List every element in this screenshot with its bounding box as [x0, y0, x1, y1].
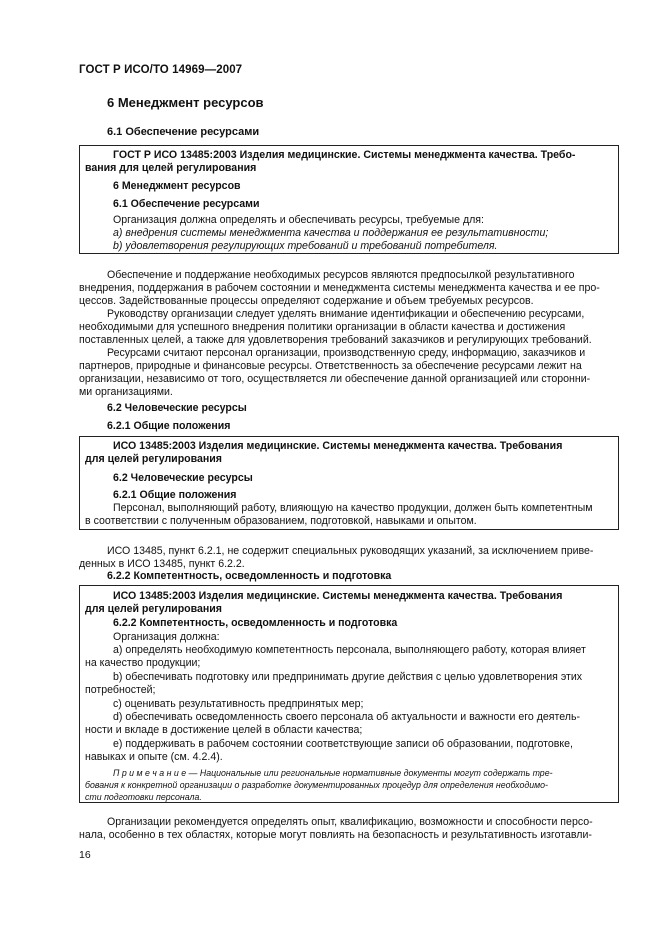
- para1-line2: внедрения, поддержания в рабочем состоянии и менеджмента системы менеджмента качества и ее про-: [79, 282, 600, 294]
- para3-line2: партнеров, природные и финансовые ресурсы. Ответственность за обеспечение ресурсами лежит на: [79, 360, 582, 372]
- box3-item-b-line1: b) обеспечивать подготовку или предпринимать другие действия с целью удовлетворения этих: [113, 671, 583, 683]
- box3-item-a-line2: на качество продукции;: [85, 657, 201, 669]
- box3-item-b-line2: потребностей;: [85, 684, 156, 696]
- para3-line4: ми организациями.: [79, 386, 173, 398]
- box3-note-line2: бования к конкретной организации о разработке документированных процедур для определения необходимо-: [85, 780, 548, 790]
- para4-line2: денных в ИСО 13485, пункт 6.2.2.: [79, 558, 245, 570]
- box2-ref-line1: ИСО 13485:2003 Изделия медицинские. Системы менеджмента качества. Требования: [113, 440, 563, 452]
- box3-item-d-line1: d) обеспечивать осведомленность своего персонала об актуальности и важности его деятель-: [113, 711, 581, 723]
- section-6-title: 6 Менеджмент ресурсов: [107, 95, 264, 110]
- para3-line1: Ресурсами считают персонал организации, производственную среду, информацию, заказчиков и: [107, 347, 586, 359]
- section-6-1-title: 6.1 Обеспечение ресурсами: [107, 126, 260, 138]
- box3-item-a-line1: a) определять необходимую компетентность персонала, выполняющего работу, которая влияет: [113, 644, 586, 656]
- document-header: ГОСТ Р ИСО/ТО 14969—2007: [79, 64, 243, 76]
- quote-box-6-2-1: [79, 436, 619, 530]
- box1-heading-6-1: 6.1 Обеспечение ресурсами: [113, 198, 260, 210]
- quote-box-6-1: [79, 145, 619, 254]
- box2-text-line1: Персонал, выполняющий работу, влияющую на качество продукции, должен быть компетентным: [113, 502, 593, 514]
- para1-line3: цессов. Задействованные процессы определяют содержание и объем требуемых ресурсов.: [79, 295, 534, 307]
- box3-note-line1: П р и м е ч а н и е — Национальные или региональные нормативные документы могут содержать тре-: [113, 768, 553, 778]
- box1-ref-line1: ГОСТ Р ИСО 13485:2003 Изделия медицинские. Системы менеджмента качества. Требо-: [113, 149, 576, 161]
- section-6-2-1-title: 6.2.1 Общие положения: [107, 420, 231, 432]
- para1-line1: Обеспечение и поддержание необходимых ресурсов являются предпосылкой результативного: [107, 269, 575, 281]
- box3-note-line3: сти подготовки персонала.: [85, 792, 202, 802]
- para3-line3: организации, независимо от того, осуществляется ли обеспечение данной организацией или сторонни-: [79, 373, 591, 385]
- box1-heading-6: 6 Менеджмент ресурсов: [113, 180, 241, 192]
- box3-item-c: c) оценивать результативность предпринятых мер;: [113, 698, 364, 710]
- section-6-2-2-title: 6.2.2 Компетентность, осведомленность и подготовка: [107, 570, 392, 582]
- box3-heading-6-2-2: 6.2.2 Компетентность, осведомленность и подготовка: [113, 617, 398, 629]
- box3-ref-line1: ИСО 13485:2003 Изделия медицинские. Системы менеджмента качества. Требования: [113, 590, 563, 602]
- box1-text: Организация должна определять и обеспечивать ресурсы, требуемые для:: [113, 214, 484, 226]
- box3-item-e-line2: навыках и опыте (см. 4.2.4).: [85, 751, 223, 763]
- para2-line2: необходимыми для успешного внедрения политики организации в области качества и достижения: [79, 321, 566, 333]
- quote-box-6-2-2: [79, 585, 619, 803]
- section-6-2-title: 6.2 Человеческие ресурсы: [107, 402, 247, 414]
- box1-item-a: a) внедрения системы менеджмента качества и поддержания ее результативности;: [113, 227, 549, 239]
- box2-text-line2: в соответствии с полученным образованием, подготовкой, навыками и опытом.: [85, 515, 477, 527]
- box2-ref-line2: для целей регулирования: [85, 453, 222, 465]
- box2-heading-6-2: 6.2 Человеческие ресурсы: [113, 472, 253, 484]
- para2-line3: поставленных целей, а также для удовлетворения требований заказчиков и регулирующих требований.: [79, 334, 592, 346]
- para5-line1: Организации рекомендуется определять опыт, квалификацию, возможности и способности персо-: [107, 816, 593, 828]
- box3-item-d-line2: ности и вкладе в достижение целей в области качества;: [85, 724, 363, 736]
- box2-heading-6-2-1: 6.2.1 Общие положения: [113, 489, 237, 501]
- box3-ref-line2: для целей регулирования: [85, 603, 222, 615]
- para5-line2: нала, особенно в тех областях, которые могут повлиять на безопасность и результативность изготавли-: [79, 829, 592, 841]
- page-number: 16: [79, 849, 91, 861]
- para4-line1: ИСО 13485, пункт 6.2.1, не содержит специальных руководящих указаний, за исключением приве-: [107, 545, 594, 557]
- box3-item-e-line1: e) поддерживать в рабочем состоянии соответствующие записи об образовании, подготовке,: [113, 738, 573, 750]
- box1-ref-line2: вания для целей регулирования: [85, 162, 257, 174]
- box3-lead: Организация должна:: [113, 631, 220, 643]
- para2-line1: Руководству организации следует уделять внимание идентификации и обеспечению ресурсами,: [107, 308, 585, 320]
- box1-item-b: b) удовлетворения регулирующих требований и требований потребителя.: [113, 240, 498, 252]
